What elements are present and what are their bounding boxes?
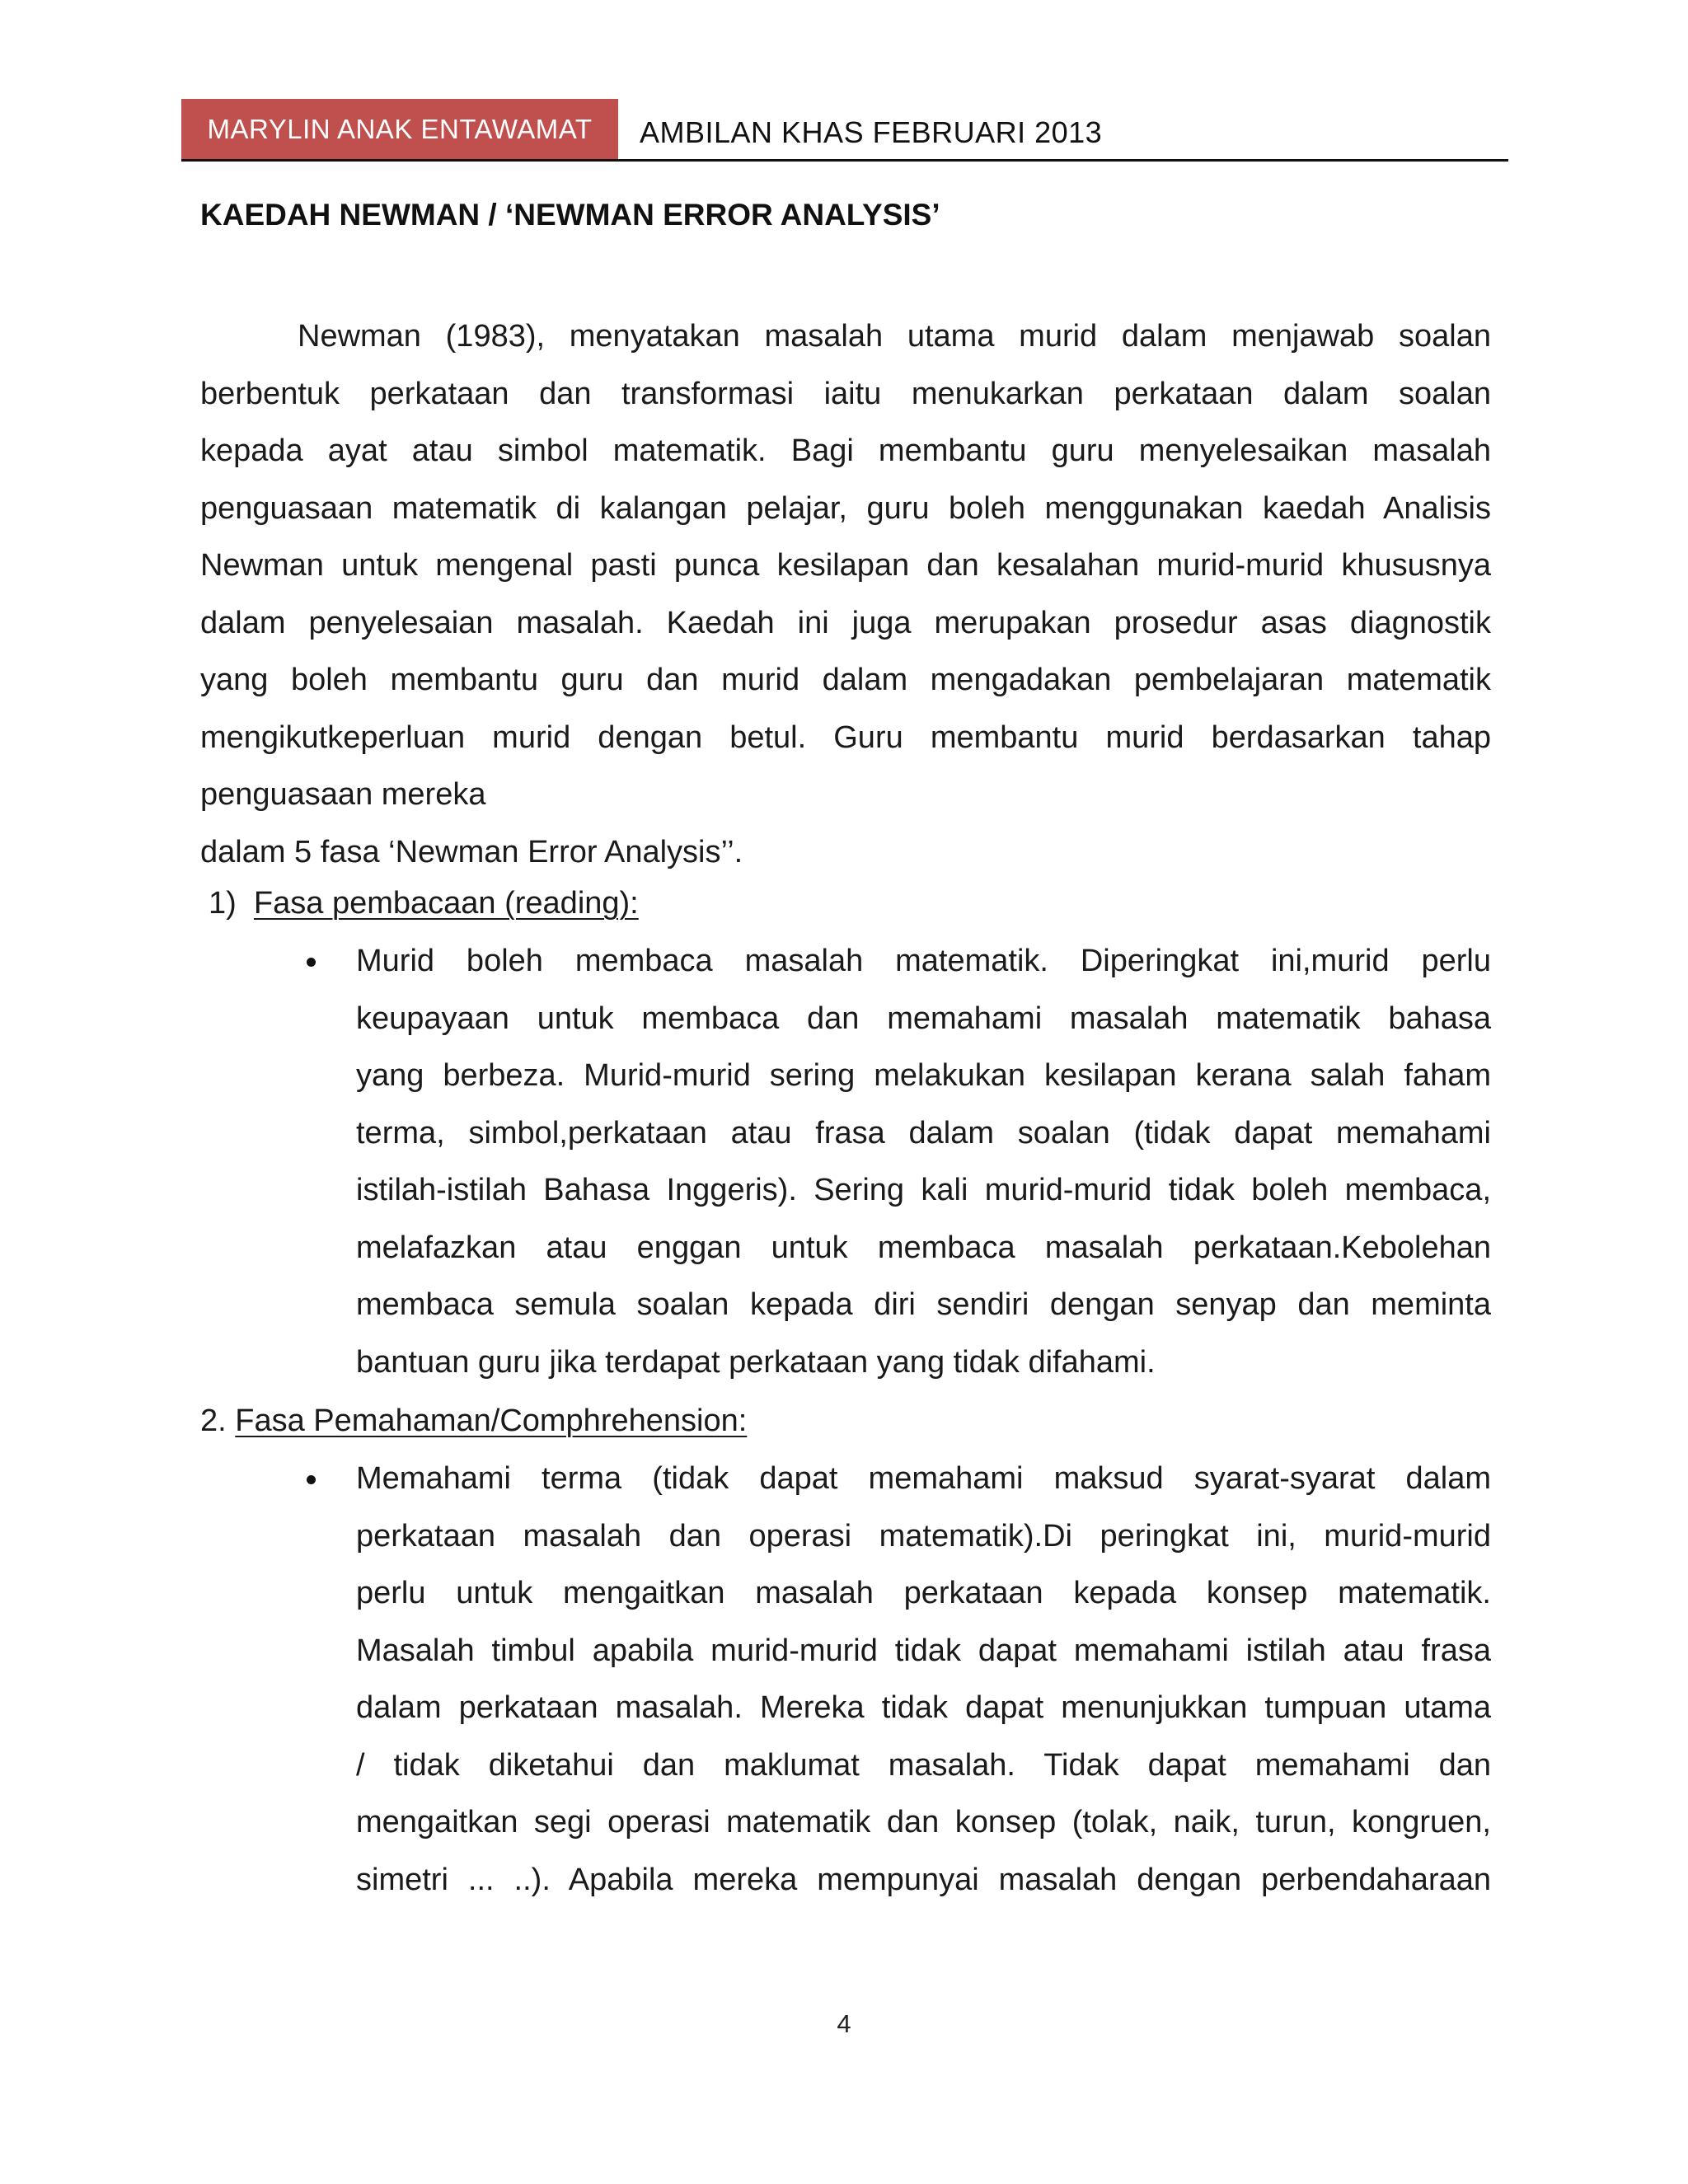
phase2-heading: [200, 1393, 747, 1450]
page-header: [181, 99, 1508, 162]
intro-line: penguasaan matematik di kalangan pelajar, guru boleh menggunakan kaedah Analisis: [200, 490, 1491, 526]
intro-line: berbentuk perkataan dan transformasi iaitu menukarkan perkataan dalam soalan: [200, 376, 1491, 411]
bullet-line: yang berbeza. Murid-murid sering melakukan kesilapan kerana salah faham: [356, 1058, 1491, 1093]
phase1-label: Fasa pembacaan (reading):: [253, 886, 639, 921]
intro-line: mengikutkeperluan murid dengan betul. Guru membantu murid berdasarkan tahap: [200, 719, 1491, 755]
bullet-line: simetri ... ..). Apabila mereka mempunyai masalah dengan perbendaharaan: [356, 1862, 1491, 1897]
phase1-heading: [209, 875, 639, 932]
bullet-line: bantuan guru jika terdapat perkataan yang tidak difahami.: [356, 1344, 1156, 1380]
bullet-line: perkataan masalah dan operasi matematik).Di peringkat ini, murid-murid: [356, 1518, 1491, 1554]
phase1-number: 1): [209, 886, 237, 921]
bullet-line: keupayaan untuk membaca dan memahami masalah matematik bahasa: [356, 1001, 1491, 1036]
bullet-line: mengaitkan segi operasi matematik dan konsep (tolak, naik, turun, kongruen,: [356, 1805, 1491, 1840]
phase2-bullet: [356, 1451, 1491, 1909]
phase1-bullet: [356, 933, 1491, 1391]
bullet-line: / tidak diketahui dan maklumat masalah. Tidak dapat memahami dan: [356, 1747, 1491, 1783]
intro-line: Newman untuk mengenal pasti punca kesilapan dan kesalahan murid-murid khususnya: [200, 548, 1491, 583]
bullet-line: Murid boleh membaca masalah matematik. Diperingkat ini,murid perlu: [356, 944, 1491, 978]
intro-line: dalam penyelesaian masalah. Kaedah ini juga merupakan prosedur asas diagnostik: [200, 605, 1491, 640]
phase2-label: Fasa Pemahaman/Comphrehension:: [235, 1404, 748, 1438]
bullet-icon: [307, 1475, 316, 1484]
bullet-line: istilah-istilah Bahasa Inggeris). Sering kali murid-murid tidak boleh membaca,: [356, 1173, 1491, 1207]
intro-line: kepada ayat atau simbol matematik. Bagi membantu guru menyelesaikan masalah: [200, 434, 1491, 468]
bullet-line: Masalah timbul apabila murid-murid tidak dapat memahami istilah atau frasa: [356, 1633, 1491, 1668]
page-number: 4: [837, 2009, 851, 2038]
intro-line: Newman (1983), menyatakan masalah utama murid dalam menjawab soalan: [298, 319, 1491, 354]
bullet-line: Memahami terma (tidak dapat memahami maksud syarat-syarat dalam: [356, 1461, 1491, 1496]
intro-line: dalam 5 fasa ‘Newman Error Analysis’’.: [200, 834, 743, 869]
header-divider: [181, 159, 1508, 162]
intro-line: yang boleh membantu guru dan murid dalam mengadakan pembelajaran matematik: [200, 663, 1491, 697]
bullet-line: melafazkan atau enggan untuk membaca masalah perkataan.Kebolehan: [356, 1230, 1491, 1265]
bullet-line: dalam perkataan masalah. Mereka tidak dapat menunjukkan tumpuan utama: [356, 1690, 1491, 1725]
header-author-box: MARYLIN ANAK ENTAWAMAT: [181, 99, 618, 160]
intro-line: penguasaan mereka: [200, 777, 486, 812]
bullet-icon: [307, 958, 316, 967]
header-session-title: AMBILAN KHAS FEBRUARI 2013: [640, 115, 1103, 149]
bullet-line: perlu untuk mengaitkan masalah perkataan kepada konsep matematik.: [356, 1576, 1491, 1610]
section-title: KAEDAH NEWMAN / ‘NEWMAN ERROR ANALYSIS’: [200, 198, 940, 232]
bullet-line: terma, simbol,perkataan atau frasa dalam soalan (tidak dapat memahami: [356, 1115, 1491, 1151]
intro-paragraph: [200, 308, 1491, 881]
phase2-number: 2.: [200, 1404, 227, 1438]
bullet-line: membaca semula soalan kepada diri sendiri dengan senyap dan meminta: [356, 1287, 1491, 1322]
